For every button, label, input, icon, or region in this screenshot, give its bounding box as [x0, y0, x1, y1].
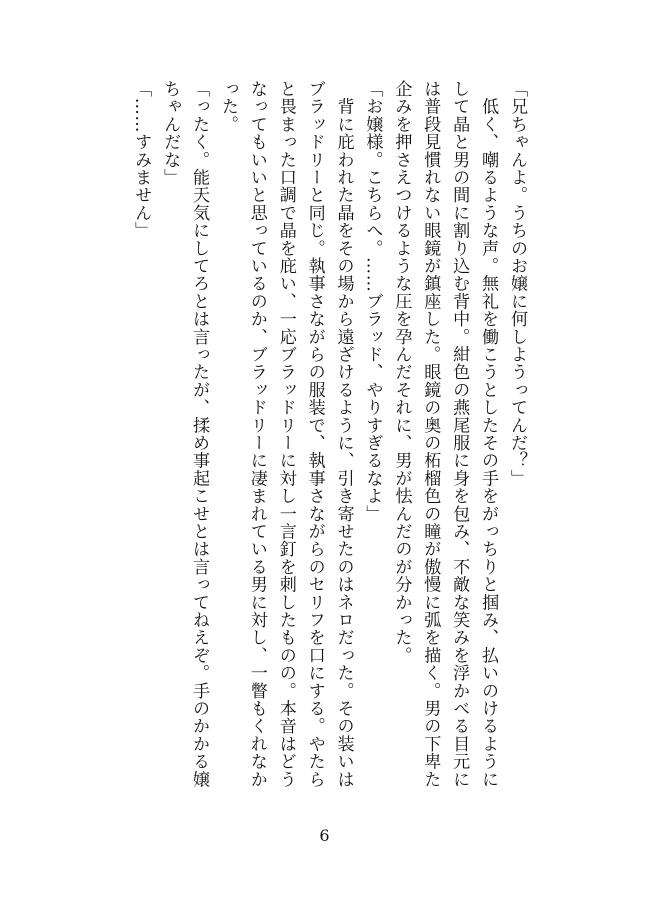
dialogue-line: 「兄ちゃんよ。うちのお嬢に何しようってんだ？」	[507, 80, 527, 488]
narration-paragraph: 背に庇われた晶をその場から遠ざけるように、引き寄せたのはネロだった。その装いはブラッドリーと同じ。執事さながらの服装で、執事さながらのセリフを口にする。やたらと畏まった口調で晶を庇い、一応ブラッドリーに対し一言釘を刺したものの。本音はどうなってもいいと思っているのか、ブラッドリーに凄まれている男に対し、一瞥もくれなかった。	[217, 80, 354, 788]
narration-paragraph: 低く、嘲るような声。無礼を働こうとしたその手をがっちりと掴み、払いのけるようにして晶と男の間に割り込む背中。紺色の燕尾服に身を包み、不敵な笑みを浮かべる目元には普段見慣れない眼鏡が鎮座した。眼鏡の奥の柘榴色の瞳が傲慢に弧を描く。男の下卑た企みを押さえつけるような圧を孕んだそれに、男が怯んだのが分かった。	[391, 80, 499, 788]
vertical-text-body	[101, 80, 531, 802]
dialogue-line: 「……すみません」	[131, 80, 152, 240]
page-number: 6	[319, 826, 330, 845]
dialogue-line: 「お嬢様。こちらへ。……ブラッド、やりすぎるなよ」	[362, 80, 383, 523]
dialogue-line: 「ったく。能天気にしてろとは言ったが、揉め事起こせとは言ってねえぞ。手のかかる嬢ちゃんだな」	[160, 80, 210, 788]
